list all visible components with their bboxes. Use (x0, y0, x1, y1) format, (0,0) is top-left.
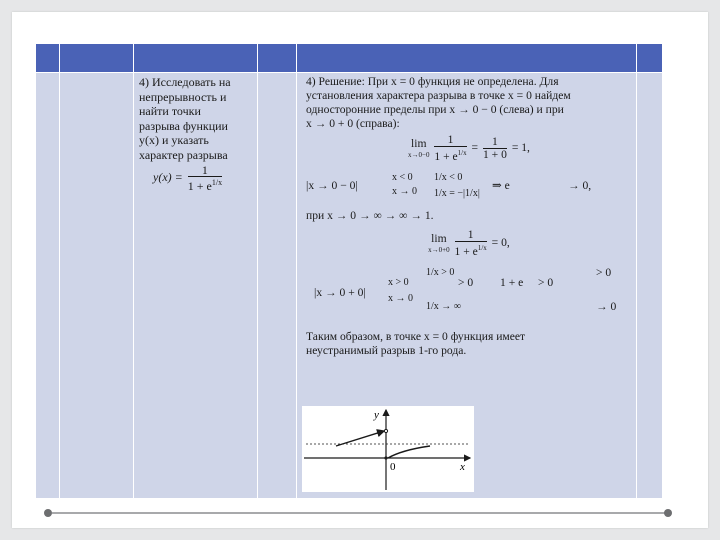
task-line: непрерывность и (139, 89, 227, 104)
closed-point (384, 456, 387, 459)
nav-next-dot[interactable] (664, 509, 672, 517)
task-line: разрыва функции (139, 118, 228, 133)
task-formula (139, 164, 255, 192)
open-point (384, 429, 387, 432)
formula-lhs: y(x) = (153, 169, 183, 184)
case-left-followup: при x → 0 → ∞ → ∞ → 1. (306, 208, 434, 222)
column-divider (296, 44, 297, 498)
case-right-block: |x → 0 + 0| x > 0 x → 0 1/x > 0 1/x → ∞ > 0 1 + e > 0 > 0 → 0 (314, 265, 617, 313)
limit-left-value: = 1, (511, 141, 530, 155)
x-axis-label: x (460, 461, 465, 473)
limit-right-value: = 0, (491, 235, 510, 249)
task-line: найти точки (139, 104, 201, 118)
nav-prev-dot[interactable] (44, 509, 52, 517)
limit-left-sub: x→0−0 (408, 151, 430, 160)
solution-line: установления характера разрыва в точке x = 0 найдем (306, 89, 571, 102)
column-divider (257, 44, 258, 498)
limit-right-sub: x→0+0 (428, 246, 450, 255)
row-divider (36, 72, 662, 73)
column-divider (59, 44, 60, 498)
formula-den: 1 + e (187, 179, 212, 193)
solution-line: x → 0 + 0 (справа): (306, 117, 400, 130)
origin-label: 0 (390, 461, 396, 473)
column-divider (133, 44, 134, 498)
case-left-block: |x → 0 − 0| x < 0 x → 0 1/x < 0 1/x = −|1/x| ⇒ e → 0, (306, 171, 592, 199)
task-cell (139, 75, 255, 192)
right-branch-curve (388, 446, 430, 458)
y-axis-label: y (374, 409, 379, 421)
conclusion-line: неустранимый разрыв 1-го рода. (306, 343, 467, 357)
conclusion-line: Таким образом, в точке x = 0 функция имеет (306, 329, 526, 343)
task-line: y(x) и указать (139, 133, 209, 147)
solution-cell (306, 75, 632, 358)
limit-left: lim x→0−0 $\frac{1}{1 + e^{1/x}}$ = $\frac{1}{1 + 0}$ = 1, (408, 133, 530, 163)
task-line: характер разрыва (139, 147, 228, 162)
formula-fraction (188, 164, 222, 192)
function-graph (302, 406, 474, 492)
slide-nav-line (52, 512, 668, 514)
solution-line: 4) Решение: При x = 0 функция не определена. Для (306, 75, 559, 88)
table-header-row (36, 44, 662, 72)
formula-exp: 1/x (211, 178, 223, 187)
solution-line: односторонние пределы при x → 0 − 0 (слева) и при (306, 103, 564, 116)
task-line: 4) Исследовать на (139, 75, 231, 89)
graph-svg (302, 406, 474, 492)
limit-right: lim x→0+0 $\frac{1}{1 + e^{1/x}}$ = 0, (428, 227, 510, 258)
formula-num: 1 (188, 164, 222, 177)
column-divider (636, 44, 637, 498)
